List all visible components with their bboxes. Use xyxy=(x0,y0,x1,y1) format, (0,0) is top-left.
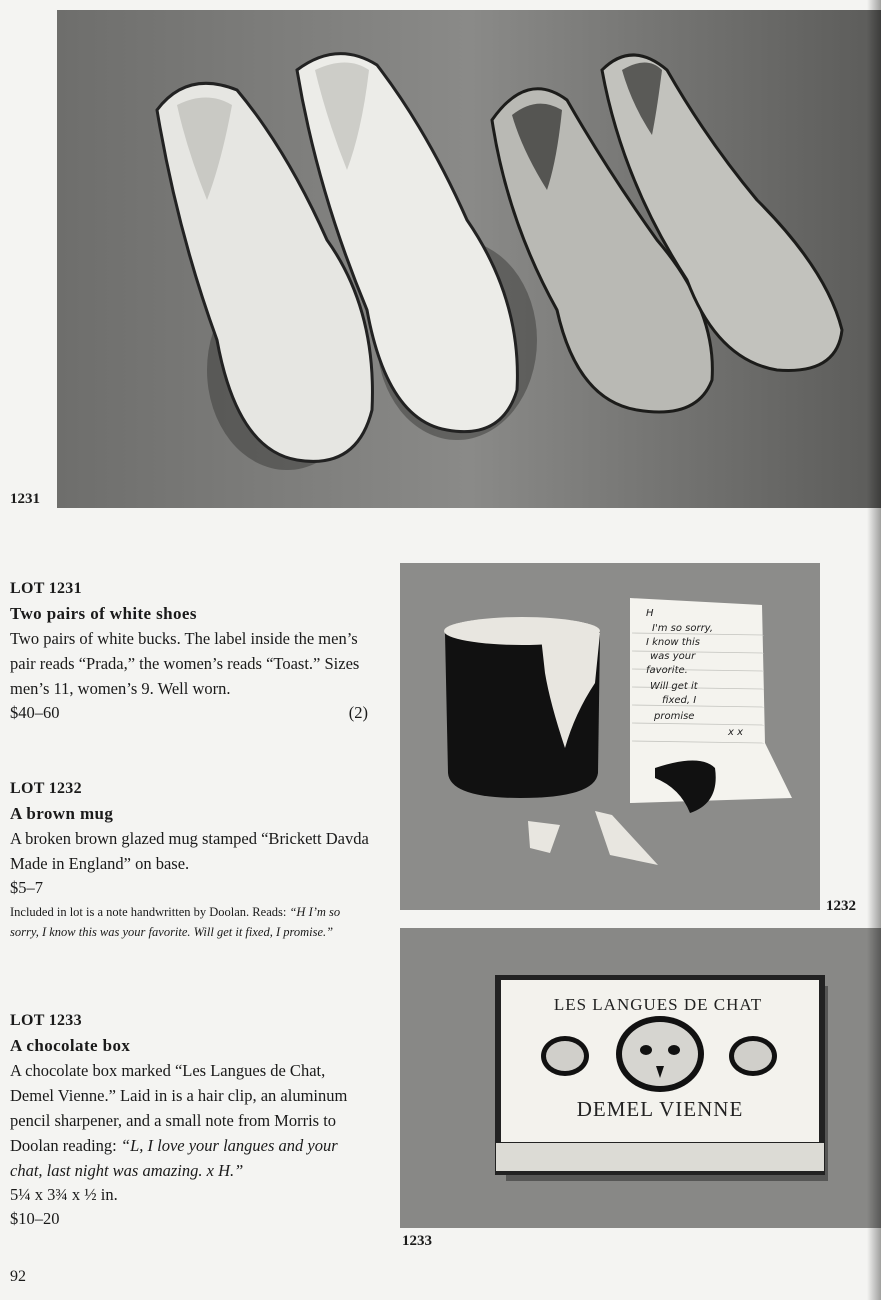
box-lid-top-text: LES LANGUES DE CHAT xyxy=(553,995,763,1014)
lot-description-quote: “L, I love your langues and your chat, last night was amazing. x H.” xyxy=(10,1136,338,1180)
lot-number: LOT 1232 xyxy=(10,780,82,797)
note-line: I know this xyxy=(646,637,700,648)
lot-note-quote: “H I’m so sorry, I know this was your favorite. Will get it fixed, I promise.” xyxy=(10,905,341,939)
lot-note-text: Included in lot is a note handwritten by Doolan. Reads: xyxy=(10,905,290,919)
note-line: favorite. xyxy=(646,665,688,676)
chocolate-box-photo xyxy=(400,928,881,1228)
page-edge-shadow xyxy=(867,0,881,1300)
figure-number-1233: 1233 xyxy=(402,1233,432,1249)
lot-dimensions: 5¼ x 3¾ x ½ in. xyxy=(10,1185,118,1204)
note-line: promise xyxy=(654,711,695,722)
lot-quantity: (2) xyxy=(348,703,368,722)
lot-title: A chocolate box xyxy=(10,1036,131,1055)
figure-number-1232: 1232 xyxy=(826,898,856,914)
lot-title: Two pairs of white shoes xyxy=(10,604,197,623)
lot-note xyxy=(10,902,370,942)
note-line: I'm so sorry, xyxy=(652,623,713,634)
lot-price: $40–60 xyxy=(10,703,60,722)
lot-1232 xyxy=(10,776,370,942)
lot-title: A brown mug xyxy=(10,804,114,823)
box-lid-bottom-text: DEMEL VIENNE xyxy=(576,1097,744,1121)
lot-description: Two pairs of white bucks. The label inside the men’s pair reads “Prada,” the women’s reads “Toast.” Sizes men’s 11, women’s 9. Well worn. xyxy=(10,629,360,698)
lot-description: A broken brown glazed mug stamped “Brickett Davda Made in England” on base. xyxy=(10,829,369,873)
mug-photo xyxy=(400,563,820,910)
lot-price: $5–7 xyxy=(10,878,43,897)
lot-price-row xyxy=(10,701,370,725)
note-line: fixed, I xyxy=(662,695,697,706)
lot-price: $10–20 xyxy=(10,1209,60,1228)
figure-number-1231: 1231 xyxy=(10,491,40,507)
cat-portrait-center xyxy=(616,1016,704,1092)
lot-1231 xyxy=(10,576,370,725)
lot-number: LOT 1231 xyxy=(10,580,82,597)
note-line: Will get it xyxy=(650,681,698,692)
page-number: 92 xyxy=(10,1268,26,1285)
lot-description xyxy=(10,1058,370,1183)
shoes-photo xyxy=(57,10,881,508)
note-line: was your xyxy=(650,651,696,662)
cat-portrait-right xyxy=(729,1036,777,1076)
cat-portrait-left xyxy=(541,1036,589,1076)
broken-mug xyxy=(444,617,600,798)
lot-number: LOT 1233 xyxy=(10,1012,82,1029)
note-line: H xyxy=(646,608,654,619)
lot-1233 xyxy=(10,1008,370,1231)
lot-description-text: A chocolate box marked “Les Langues de Chat, Demel Vienne.” Laid in is a hair clip, an aluminum pencil sharpener, and a small note from Morris to Doolan reading: xyxy=(10,1061,348,1155)
note-line: x x xyxy=(728,727,744,738)
